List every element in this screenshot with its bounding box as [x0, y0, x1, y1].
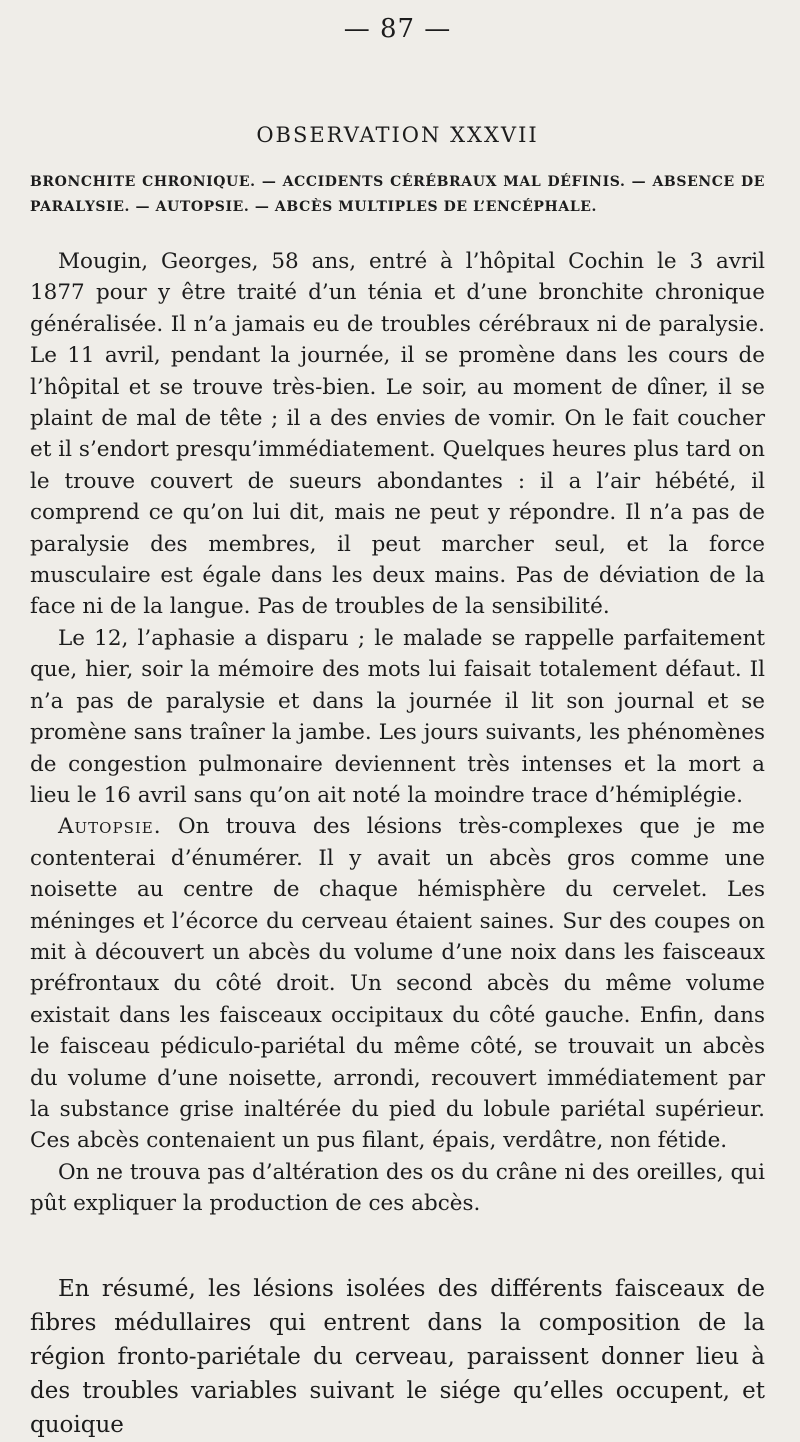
observation-title: OBSERVATION XXXVII: [256, 123, 539, 147]
observation-subtitle: BRONCHITE CHRONIQUE. — ACCIDENTS CÉRÉBRAUX MAL DÉFINIS. — ABSENCE DE PARALYSIE. — AUTOPSIE. — ABCÈS MULTIPLES DE L’ENCÉPHALE.: [30, 174, 765, 215]
paragraph-summary: En résumé, les lésions isolées des différents faisceaux de fibres médullaires qui entrent dans la composition de la région fronto-pariétale du cerveau, paraissent donner lieu à des troubles variables suivant le siége qu’elles occupent, et quoique: [30, 1275, 765, 1438]
paragraph-case-history: Mougin, Georges, 58 ans, entré à l’hôpital Cochin le 3 avril 1877 pour y être traité d’un ténia et d’une bronchite chronique généralisée. Il n’a jamais eu de troubles cérébraux ni de paralysie. Le 11 avril, pendant la journée, il se promène dans les cours de l’hôpital et se trouve très-bien. Le soir, au moment de dîner, il se plaint de mal de tête ; il a des envies de vomir. On le fait coucher et il s’endort presqu’immédiatement. Quelques heures plus tard on le trouve couvert de sueurs abondantes : il a l’air hébété, il comprend ce qu’on lui dit, mais ne peut y répondre. Il n’a pas de paralysie des membres, il peut marcher seul, et la force musculaire est égale dans les deux mains. Pas de déviation de la face ni de la langue. Pas de troubles de la sensibilité.: [30, 249, 765, 620]
paragraph-day-12: Le 12, l’aphasie a disparu ; le malade se rappelle parfaitement que, hier, soir la mémoire des mots lui faisait totalement défaut. Il n’a pas de paralysie et dans la journée il lit son journal et se promène sans traîner la jambe. Les jours suivants, les phénomènes de congestion pulmonaire deviennent très intenses et la mort a lieu le 16 avril sans qu’on ait noté la moindre trace d’hémiplégie.: [30, 625, 765, 808]
document-page: [30, 14, 765, 1442]
paragraph-skull-ears: On ne trouva pas d’altération des os du crâne ni des oreilles, qui pût expliquer la production de ces abcès.: [30, 1159, 765, 1217]
paragraph-autopsy: [30, 811, 765, 1156]
autopsy-text: On trouva des lésions très-complexes que je me contenterai d’énumérer. Il y avait un abcès gros comme une noisette au centre de chaque hémisphère du cervelet. Les méninges et l’écorce du cerveau étaient saines. Sur des coupes on mit à découvert un abcès du volume d’une noix dans les faisceaux préfrontaux du côté droit. Un second abcès du même volume existait dans les faisceaux occipitaux du côté gauche. Enfin, dans le faisceau pédiculo-pariétal du même côté, se trouvait un abcès du volume d’une noisette, arrondi, recouvert immédiatement par la substance grise inaltérée du pied du lobule pariétal supérieur. Ces abcès contenaient un pus filant, épais, verdâtre, non fétide.: [30, 814, 765, 1154]
autopsy-lead: Autopsie.: [58, 814, 162, 840]
page-number: — 87 —: [343, 14, 452, 44]
